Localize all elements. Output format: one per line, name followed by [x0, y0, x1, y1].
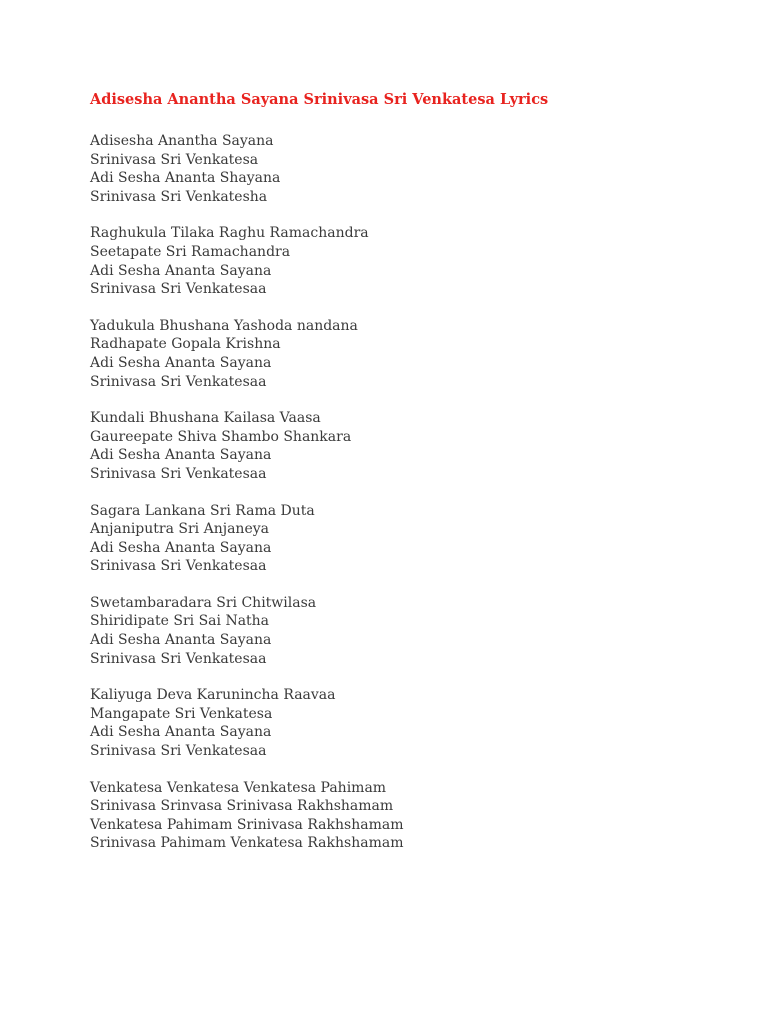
lyric-line: Sagara Lankana Sri Rama Duta [90, 502, 315, 519]
lyric-line: Adi Sesha Ananta Sayana [90, 724, 272, 741]
lyric-line: Venkatesa Venkatesa Venkatesa Pahimam [90, 779, 387, 796]
lyric-line: Srinivasa Sri Venkatesaa [90, 281, 267, 298]
lyric-line: Adisesha Anantha Sayana [90, 133, 274, 149]
lyric-line: Radhapate Gopala Krishna [90, 336, 281, 353]
stanza [90, 594, 730, 668]
stanza [90, 779, 730, 853]
lyric-line: Shiridipate Sri Sai Natha [90, 613, 270, 630]
lyric-line: Srinivasa Sri Venkatesaa [90, 465, 267, 482]
lyric-line: Srinivasa Pahimam Venkatesa Rakhshamam [90, 835, 404, 852]
lyric-line: Raghukula Tilaka Raghu Ramachandra [90, 225, 369, 242]
document-page [90, 88, 730, 871]
lyric-line: Srinivasa Sri Venkatesa [90, 151, 259, 168]
lyric-line: Adi Sesha Ananta Sayana [90, 262, 272, 279]
lyric-line: Srinivasa Srinvasa Srinivasa Rakhshamam [90, 798, 394, 815]
lyric-line: Adi Sesha Ananta Shayana [90, 170, 281, 187]
lyric-line: Srinivasa Sri Venkatesaa [90, 650, 267, 667]
lyric-line: Srinivasa Sri Venkatesha [90, 188, 268, 205]
lyric-line: Yadukula Bhushana Yashoda nandana [90, 317, 358, 334]
lyric-line: Gaureepate Shiva Shambo Shankara [90, 428, 352, 445]
lyric-line: Kundali Bhushana Kailasa Vaasa [90, 410, 321, 427]
stanza [90, 686, 730, 760]
lyric-line: Seetapate Sri Ramachandra [90, 243, 291, 260]
lyric-line: Mangapate Sri Venkatesa [90, 705, 273, 722]
lyric-line: Srinivasa Sri Venkatesaa [90, 373, 267, 390]
lyric-line: Anjaniputra Sri Anjaneya [90, 521, 269, 538]
stanza [90, 409, 730, 483]
lyric-line: Adi Sesha Ananta Sayana [90, 632, 272, 649]
lyric-line: Adi Sesha Ananta Sayana [90, 539, 272, 556]
lyric-line: Srinivasa Sri Venkatesaa [90, 743, 267, 760]
lyric-line: Adi Sesha Ananta Sayana [90, 447, 272, 464]
stanza [90, 132, 730, 206]
lyric-line: Adi Sesha Ananta Sayana [90, 354, 272, 371]
lyric-line: Venkatesa Pahimam Srinivasa Rakhshamam [90, 816, 404, 833]
stanza [90, 502, 730, 576]
stanza [90, 317, 730, 391]
lyric-line: Swetambaradara Sri Chitwilasa [90, 594, 317, 611]
stanza [90, 224, 730, 298]
page-title: Adisesha Anantha Sayana Srinivasa Sri Venkatesa Lyrics [90, 91, 549, 108]
lyric-line: Srinivasa Sri Venkatesaa [90, 558, 267, 575]
lyric-line: Kaliyuga Deva Karunincha Raavaa [90, 687, 336, 704]
lyrics-body [90, 132, 730, 853]
